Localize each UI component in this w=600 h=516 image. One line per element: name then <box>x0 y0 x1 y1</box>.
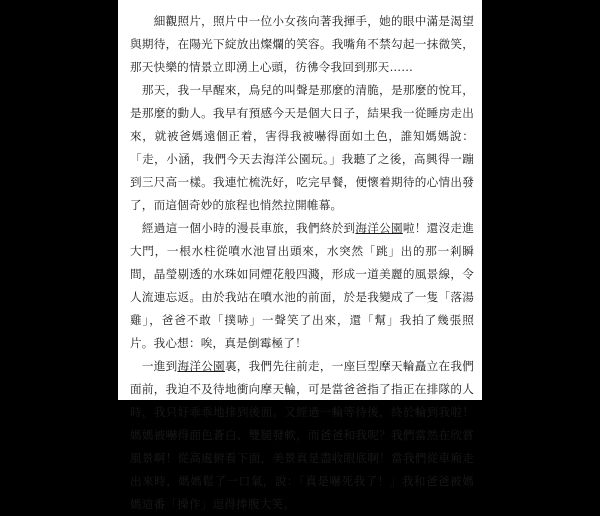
underlined-place-name: 海洋公園 <box>177 359 225 373</box>
paragraph-2 <box>130 79 474 217</box>
paragraph-text: 一進到 <box>130 359 178 373</box>
paragraph-text: 經過這一個小時的漫長車旅，我們終於到 <box>130 221 356 235</box>
paragraph-text: 細觀照片，照片中一位小女孩向著我揮手，她的眼中滿是渴望與期待，在陽光下綻放出燦爛的笑容。我嘴角不禁勾起一抹微笑，那天快樂的情景立即湧上心頭，彷彿令我回到那天…… <box>130 14 474 74</box>
paragraph-text: 啦！還沒走進大門，一根水柱從噴水池冒出頭來，水突然「跳」出的那一剎瞬間，晶瑩剔透的水珠如同煙花般四濺，形成一道美麗的風景線，令人流連忘返。由於我站在噴水池的前面，於是我變成了一隻「落湯雞」，爸爸不敢「撲哧」一聲笑了出來，還「幫」我拍了幾張照片。我心想：唉，真是倒霉極了！ <box>130 221 475 350</box>
article-body <box>130 10 474 516</box>
paragraph-1 <box>130 10 474 79</box>
underlined-place-name: 海洋公園 <box>355 221 403 235</box>
paragraph-text: 裏，我們先往前走，一座巨型摩天輪矗立在我們面前，我迫不及待地衝向摩天輪，可是當爸爸指了指正在排隊的人時，我只好乖乖地排到後面。又經過一輪等待後，終於輪到我啦！媽媽被嚇得面色蒼白、雙腿發軟，而爸爸和我呢？我們當然在欣賞風景啊！從高處俯看下面，美景真是盡收眼底啊！當我們從車廂走出來時，媽媽鬆了一口氣，說：「真是嚇死我了！」我和爸爸被媽媽這番「操作」逗得捧腹大笑。 <box>130 359 475 511</box>
paragraph-4 <box>130 355 474 516</box>
paragraph-3 <box>130 217 474 355</box>
document-page <box>118 0 482 511</box>
paragraph-text: 那天，我一早醒來，鳥兒的叫聲是那麼的清脆，是那麼的悅耳，是那麼的動人。我早有預感今天是個大日子，結果我一從睡房走出來，就被爸媽遠個正着，害得我被嚇得面如土色，誰知媽媽說：「走，小涵，我們今天去海洋公園玩。」我聽了之後，高興得一蹦到三尺高一樣。我連忙梳洗好，吃完早餐，便懷着期待的心情出發了，而這個奇妙的旅程也悄然拉開帷幕。 <box>130 83 474 212</box>
